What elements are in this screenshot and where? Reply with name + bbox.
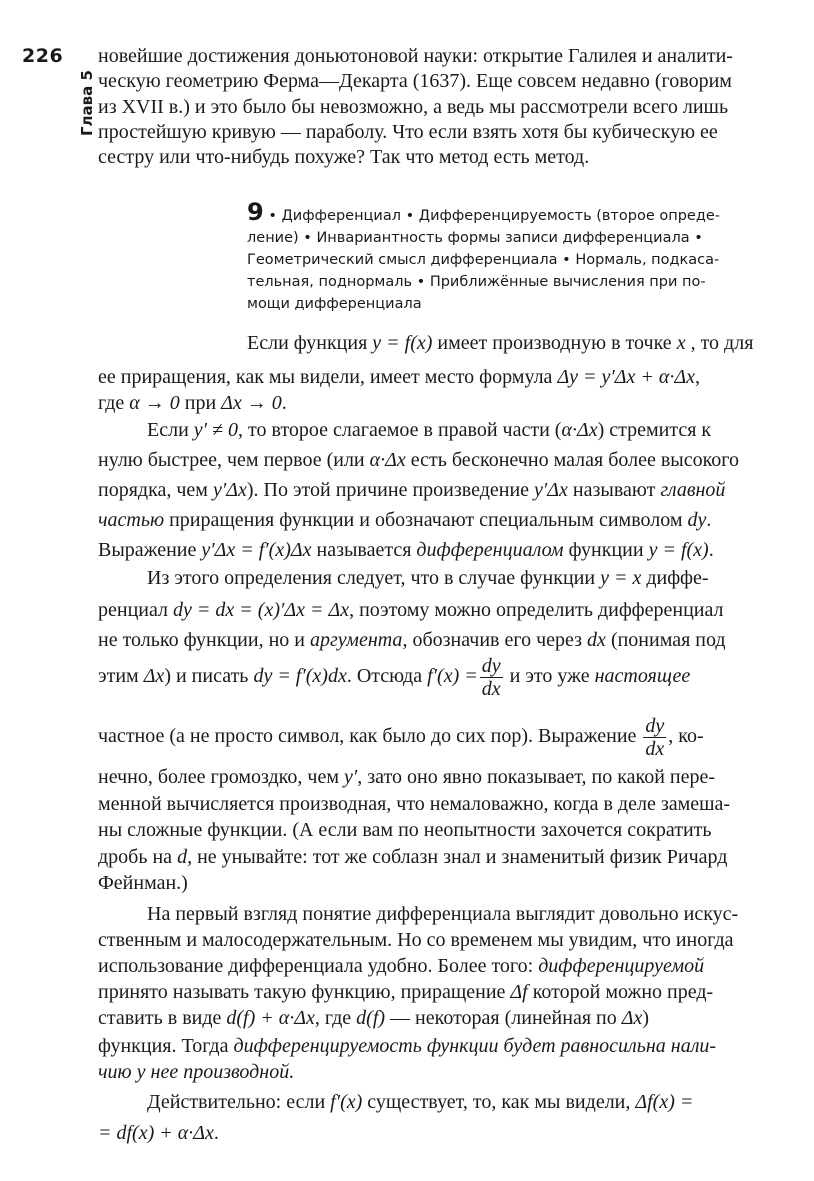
section-heading-line: тельная, поднормаль • Приближённые вычисления при по- xyxy=(247,274,706,290)
section-heading-line: ление) • Инвариантность формы записи дифференциала • xyxy=(247,230,703,246)
emphasis: частью xyxy=(98,509,165,531)
text-line: ее приращения, как мы видели, имеет место формула Δy = y′Δx + α·Δx, xyxy=(98,366,701,388)
section-number: 9 xyxy=(247,198,264,226)
formula: y = f(x) xyxy=(648,539,709,561)
formula: α → 0 xyxy=(129,392,180,414)
text-line: нечно, более громоздко, чем y′, зато оно явно показывает, по какой пере- xyxy=(98,766,716,788)
formula: α·Δx xyxy=(561,419,598,441)
formula: Δy = y′Δx + α·Δx xyxy=(557,366,696,388)
section-heading-line: мощи дифференциала xyxy=(247,296,422,312)
formula: d xyxy=(177,846,188,868)
chapter-label: Глава 5 xyxy=(78,70,96,136)
text-line: Действительно: если f′(x) существует, то, как мы видели, Δf(x) = xyxy=(147,1091,694,1113)
emphasis: дифференциалом xyxy=(416,539,564,561)
text-line: ренциал dy = dx = (x)′Δx = Δx, поэтому можно определить дифференциал xyxy=(98,599,724,621)
text-line: этим Δx) и писать dy = f′(x)dx. Отсюда f′(x) = $\frac{dy}{dx}$ и это уже настоящее xyxy=(98,654,691,700)
formula: x xyxy=(676,332,686,354)
emphasis: настоящее xyxy=(594,665,691,687)
text-line xyxy=(98,1060,294,1084)
text-line: ставить в виде d(f) + α·Δx, где d(f) — некоторая (линейная по Δx) xyxy=(98,1007,650,1029)
formula: y′ xyxy=(343,766,358,788)
text-line: Фейнман.) xyxy=(98,872,188,894)
fraction-dy-dx: $\frac{dy}{dx}$ xyxy=(481,654,501,700)
intro-line: из XVII в.) и это было бы невозможно, а ведь мы рассмотрели всего лишь xyxy=(98,96,729,118)
text-line: ны сложные функции. (А если вам по неопытности захочется сократить xyxy=(98,819,712,841)
text-line: менной вычисляется производная, что немаловажно, когда в деле замеша- xyxy=(98,793,731,815)
formula: Δx xyxy=(143,665,165,687)
text-line: Если функция y = f(x) имеет производную в точке x , то для xyxy=(247,332,754,354)
text-line: Выражение y′Δx = f′(x)Δx называется дифференциалом функции y = f(x). xyxy=(98,539,714,561)
formula: Δf xyxy=(510,981,528,1003)
formula: α·Δx xyxy=(369,449,406,471)
formula: dx xyxy=(587,629,606,651)
formula: Δx xyxy=(621,1007,643,1029)
formula: f′(x) = xyxy=(427,665,478,687)
text-line: частью приращения функции и обозначают специальным символом dy. xyxy=(98,509,712,531)
section-heading xyxy=(247,198,772,315)
text-line: Если y′ ≠ 0, то второе слагаемое в правой части (α·Δx) стремится к xyxy=(147,419,712,441)
emphasis: дифференцируемой xyxy=(538,955,705,977)
intro-line: ческую геометрию Ферма—Декарта (1637). Еще совсем недавно (говорим xyxy=(98,70,732,92)
formula: y′Δx = f′(x)Δx xyxy=(201,539,312,561)
text-line: ственным и малосодержательным. Но со временем мы увидим, что иногда xyxy=(98,929,734,951)
text-line: нулю быстрее, чем первое (или α·Δx есть бесконечно малая более высокого xyxy=(98,449,740,471)
formula: d(f) xyxy=(356,1007,386,1029)
text-line: порядка, чем y′Δx). По этой причине произведение y′Δx называют главной xyxy=(98,479,726,501)
emphasis: главной xyxy=(660,479,726,501)
text-line: функция. Тогда дифференцируемость функции будет равносильна нали- xyxy=(98,1035,717,1057)
page-number: 226 xyxy=(22,45,64,67)
formula: dy = f′(x)dx xyxy=(253,665,347,687)
text-line: = df(x) + α·Δx. xyxy=(98,1122,219,1144)
formula: = df(x) + α·Δx xyxy=(98,1122,214,1144)
formula: f′(x) xyxy=(330,1091,363,1113)
emphasis: дифференцируемость функции будет равносильна нали- xyxy=(233,1035,717,1057)
formula: y′ ≠ 0 xyxy=(193,419,239,441)
text-line: частное (а не просто символ, как было до сих пор). Выражение $\frac{dy}{dx}$ , ко- xyxy=(98,714,704,760)
intro-line: новейшие достижения доньютоновой науки: открытие Галилея и аналити- xyxy=(98,45,733,67)
formula: dy = dx = (x)′Δx = Δx xyxy=(173,599,350,621)
formula: y′Δx xyxy=(534,479,568,501)
text-line: использование дифференциала удобно. Более того: дифференцируемой xyxy=(98,955,705,977)
text-line: Из этого определения следует, что в случае функции y = x диффе- xyxy=(147,567,709,589)
formula: y = f(x) xyxy=(372,332,433,354)
text-line: принято называть такую функцию, приращение Δf которой можно пред- xyxy=(98,981,714,1003)
formula: y′Δx xyxy=(212,479,247,501)
text-line: На первый взгляд понятие дифференциала выглядит довольно искус- xyxy=(147,903,739,925)
formula: Δx → 0 xyxy=(221,392,282,414)
section-heading-line: • Дифференциал • Дифференцируемость (второе опреде- xyxy=(268,208,721,224)
intro-line: сестру или что-нибудь похуже? Так что метод есть метод. xyxy=(98,146,590,168)
intro-line: простейшую кривую — параболу. Что если взять хотя бы кубическую ее xyxy=(98,121,718,143)
text-line: дробь на d, не унывайте: тот же соблазн знал и знаменитый физик Ричард xyxy=(98,846,728,868)
formula: y = x xyxy=(600,567,642,589)
text-line: где α → 0 при Δx → 0. xyxy=(98,392,287,414)
emphasis: аргумента xyxy=(310,629,403,651)
emphasis: чию у нее производной. xyxy=(98,1061,295,1083)
fraction-dy-dx: $\frac{dy}{dx}$ xyxy=(645,714,665,760)
section-heading-line: Геометрический смысл дифференциала • Нормаль, подкаса- xyxy=(247,252,720,268)
formula: d(f) + α·Δx xyxy=(226,1007,315,1029)
text-line: не только функции, но и аргумента, обозначив его через dx (понимая под xyxy=(98,629,726,651)
formula: Δf(x) = xyxy=(635,1091,694,1113)
formula: dy xyxy=(687,509,707,531)
